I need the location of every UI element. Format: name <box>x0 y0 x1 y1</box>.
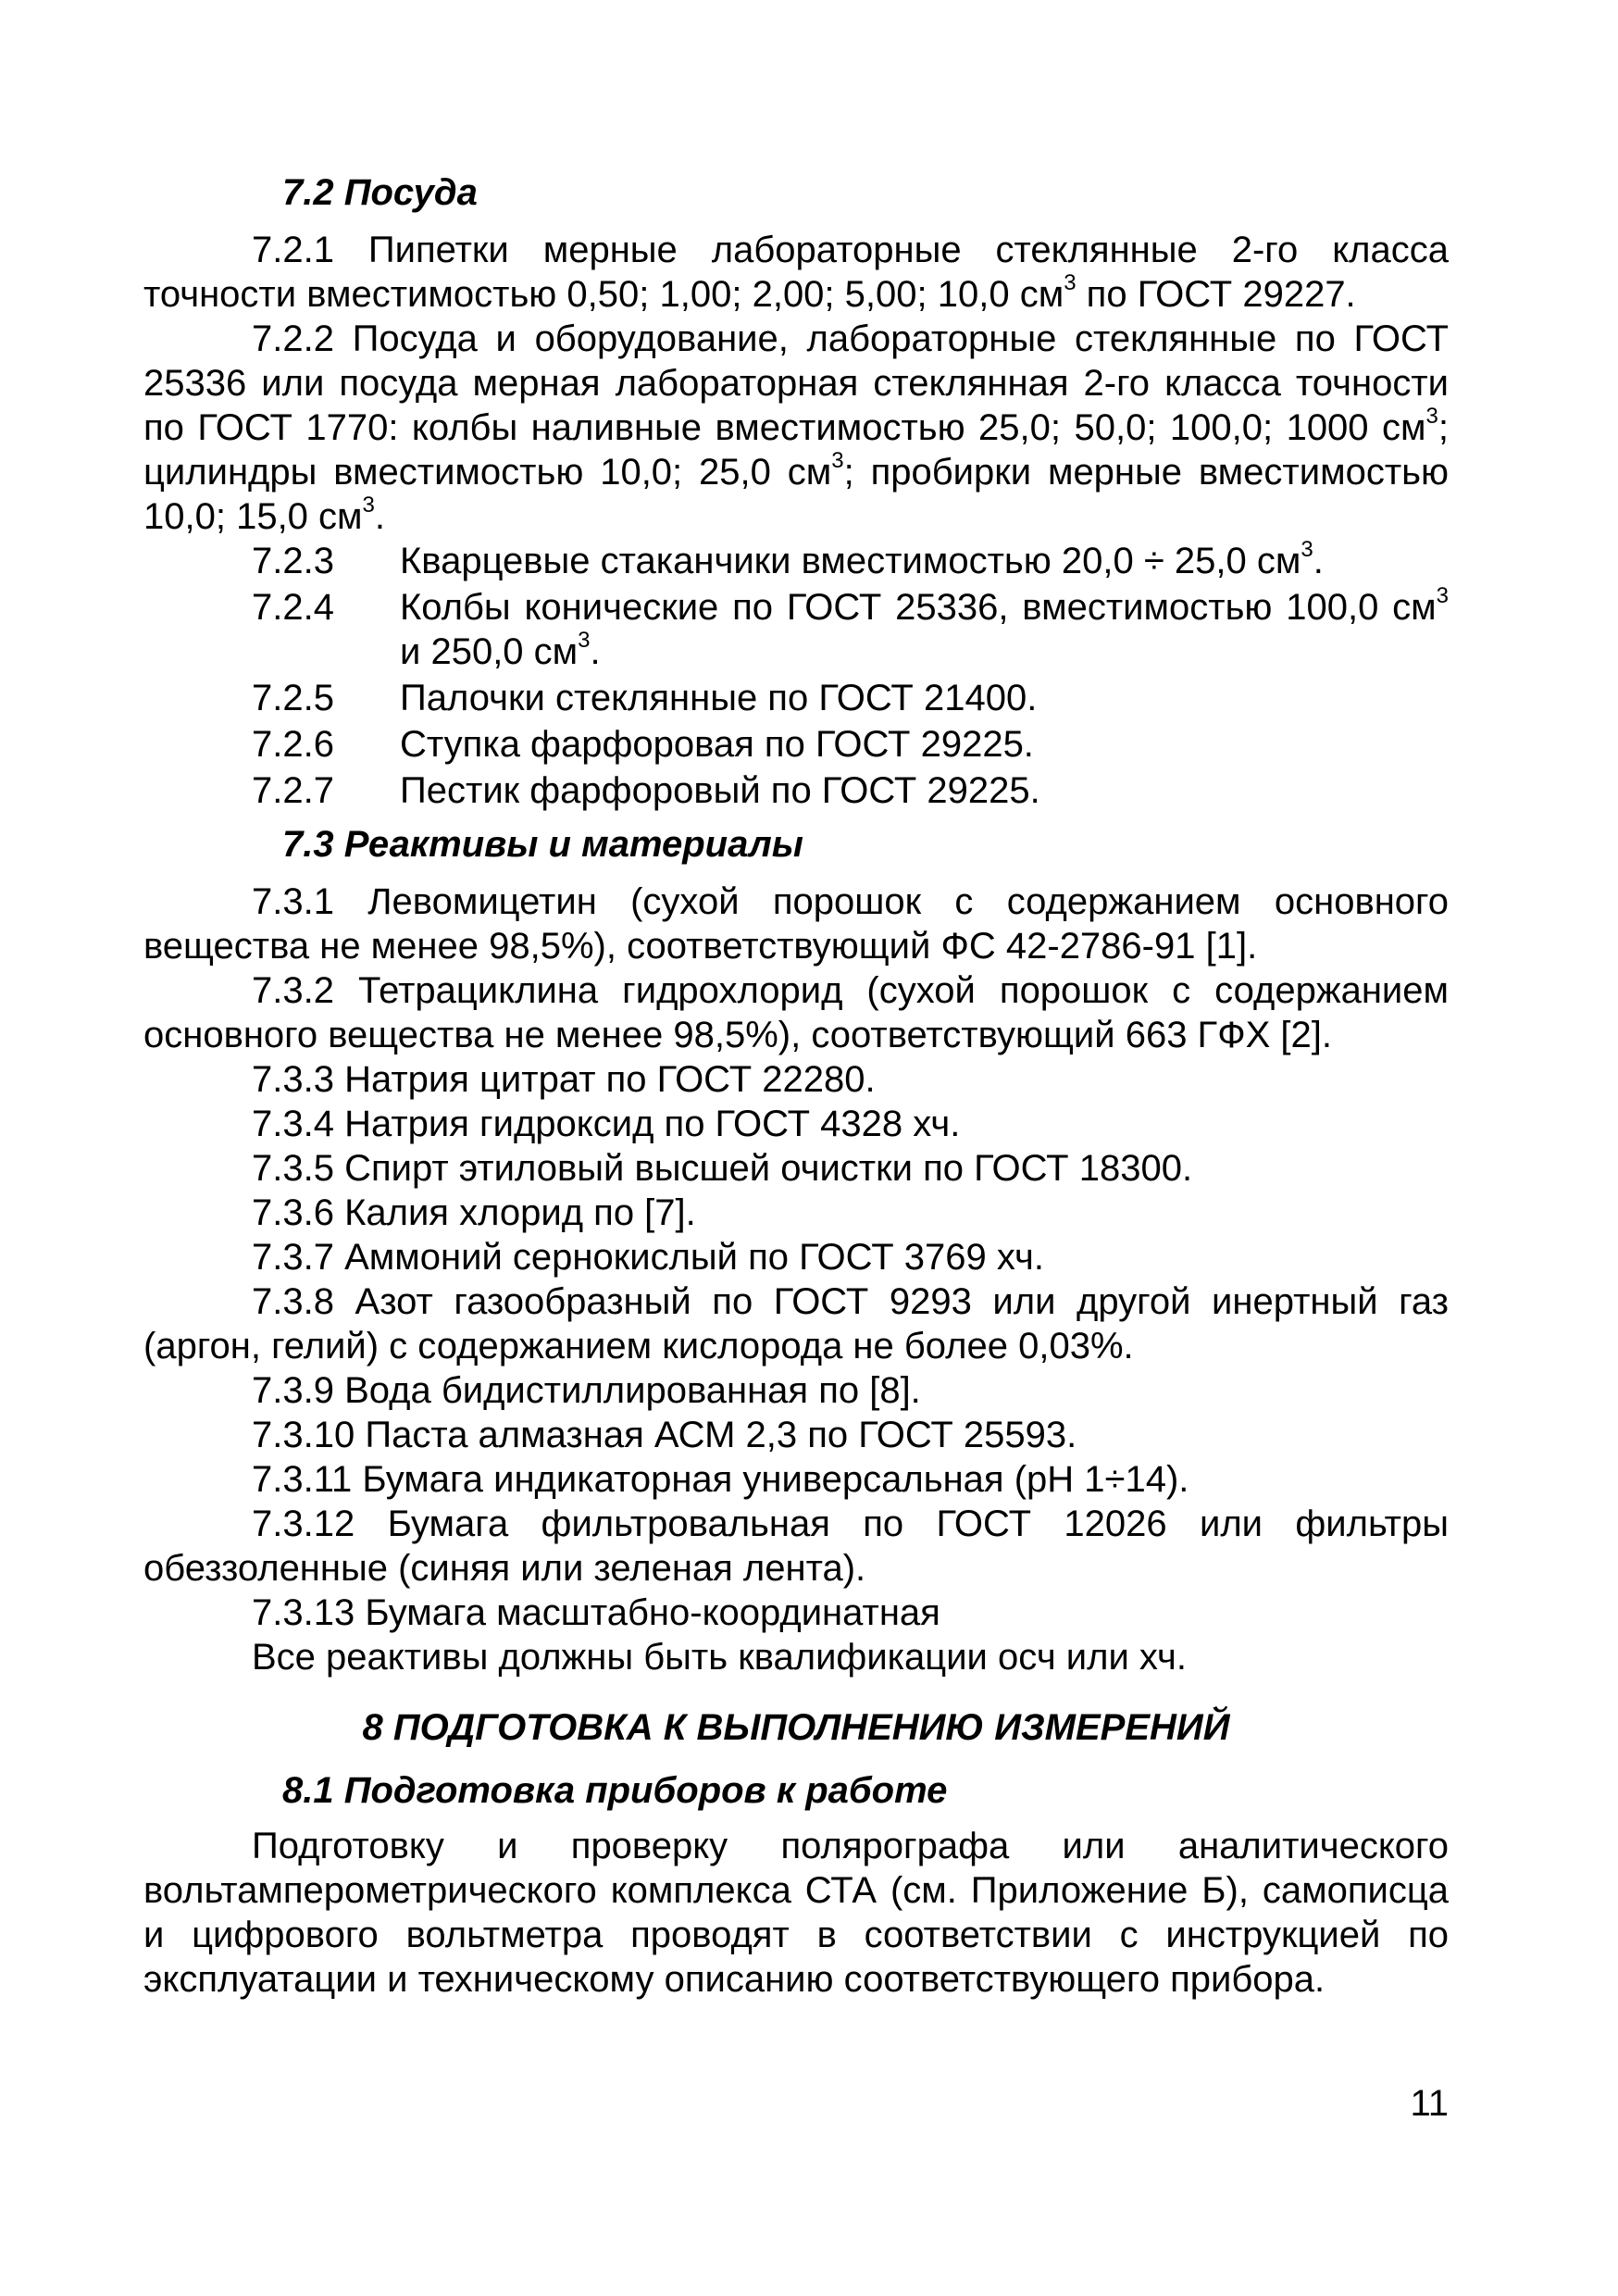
paragraph-7-3-1: 7.3.1 Левомицетин (сухой порошок с содержанием основного вещества не менее 98,5%), соответствующий ФС 42-2786-91 [1]. <box>143 881 1449 967</box>
list-item-7-2-3: 7.2.3 Кварцевые стаканчики вместимостью 20,0 ÷ 25,0 $см^3$. <box>252 537 1324 581</box>
list-item-7-2-6: 7.2.6 Ступка фарфоровая по ГОСТ 29225. <box>252 724 1034 765</box>
section-8-title: 8 ПОДГОТОВКА К ВЫПОЛНЕНИЮ ИЗМЕРЕНИЙ <box>362 1707 1230 1748</box>
paragraph-reagents-note: Все реактивы должны быть квалификации осч или хч. <box>252 1637 1187 1678</box>
paragraph-7-2-1: 7.2.1 Пипетки мерные лабораторные стеклянные 2-го класса точности вместимостью 0,50; 1,00; 2,00; 5,00; 10,0 $см^3$ по ГОСТ 29227. <box>143 230 1449 315</box>
paragraph-7-3-9: 7.3.9 Вода бидистиллированная по [8]. <box>252 1370 921 1411</box>
paragraph-7-3-12: 7.3.12 Бумага фильтровальная по ГОСТ 12026 или фильтры обеззоленные (синяя или зеленая лента). <box>143 1504 1449 1589</box>
paragraph-7-3-8: 7.3.8 Азот газообразный по ГОСТ 9293 или другой инертный газ (аргон, гелий) с содержанием кислорода не более 0,03%. <box>143 1281 1449 1366</box>
section-7-2-title: 7.2 Посуда <box>282 172 478 213</box>
paragraph-7-3-3: 7.3.3 Натрия цитрат по ГОСТ 22280. <box>252 1059 876 1100</box>
section-8-1-title: 8.1 Подготовка приборов к работе <box>282 1770 948 1811</box>
paragraph-7-3-2: 7.3.2 Тетрациклина гидрохлорид (сухой порошок с содержанием основного вещества не менее 98,5%), соответствующий 663 ГФХ [2]. <box>143 970 1449 1055</box>
section-7-3-title: 7.3 Реактивы и материалы <box>282 824 803 865</box>
paragraph-7-2-2: 7.2.2 Посуда и оборудование, лабораторные стеклянные по ГОСТ 25336 или посуда мерная лабораторная стеклянная 2-го класса точности по ГОСТ 1770: колбы наливные вместимостью 25,0; 50,0; 100,0; 1000 $см^3$; цилиндры вместимостью 10,0; 25,0 $см^3$; пробирки мерные вместимостью 10,0; 15,0 $см^3$. <box>143 318 1449 537</box>
page-number: 11 <box>1410 2083 1449 2124</box>
paragraph-7-3-7: 7.3.7 Аммоний сернокислый по ГОСТ 3769 хч. <box>252 1237 1044 1278</box>
paragraph-7-3-5: 7.3.5 Спирт этиловый высшей очистки по ГОСТ 18300. <box>252 1148 1193 1189</box>
list-item-7-2-5: 7.2.5 Палочки стеклянные по ГОСТ 21400. <box>252 678 1038 718</box>
paragraph-8-1: Подготовку и проверку полярографа или аналитического вольтамперометрического комплекса СТА (см. Приложение Б), самописца и цифрового вольтметра проводят в соответствии с инструкцией по эксплуатации и техническому описанию соответствующего прибора. <box>143 1826 1449 2000</box>
document-page <box>143 167 1449 2002</box>
paragraph-7-3-11: 7.3.11 Бумага индикаторная универсальная (pH 1÷14). <box>252 1459 1189 1500</box>
list-item-7-2-4: 7.2.4 Колбы конические по ГОСТ 25336, вместимостью 100,0 $см^3$ и 250,0 $см^3$. <box>252 583 1449 672</box>
paragraph-7-3-4: 7.3.4 Натрия гидроксид по ГОСТ 4328 хч. <box>252 1104 961 1144</box>
paragraph-7-3-13: 7.3.13 Бумага масштабно-координатная <box>252 1592 940 1633</box>
paragraph-7-3-10: 7.3.10 Паста алмазная АСМ 2,3 по ГОСТ 25593. <box>252 1415 1077 1455</box>
paragraph-7-3-6: 7.3.6 Калия хлорид по [7]. <box>252 1192 696 1233</box>
list-item-7-2-7: 7.2.7 Пестик фарфоровый по ГОСТ 29225. <box>252 770 1040 811</box>
